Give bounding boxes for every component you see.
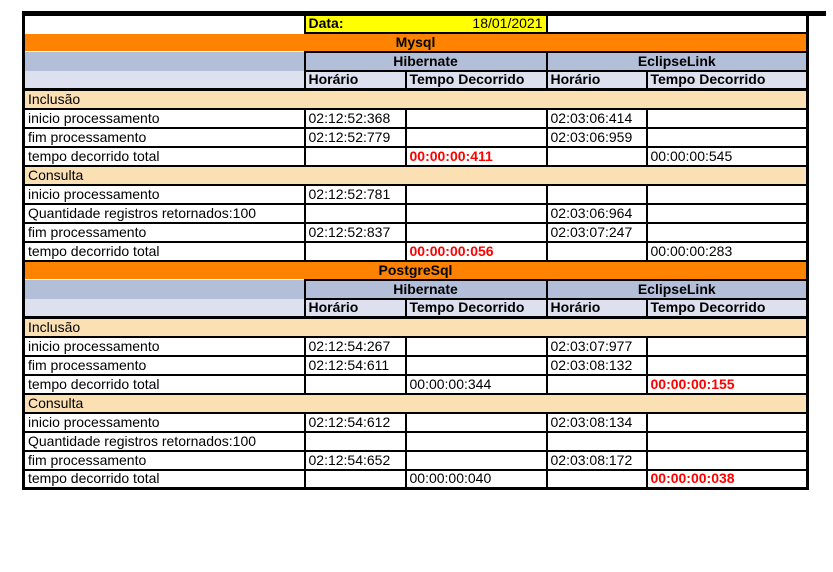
group-row-inclusao	[24, 318, 808, 337]
cell-label[interactable]: inicio processamento	[24, 337, 305, 356]
cell-hibernate-tempo[interactable]	[406, 128, 547, 147]
cell-eclipselink-horario[interactable]: 02:03:08:172	[547, 451, 647, 470]
col-header-hibernate-horario[interactable]: Horário	[305, 71, 406, 90]
table-row	[24, 356, 808, 375]
group-row-inclusao	[24, 90, 808, 109]
cell-hibernate-horario[interactable]: 02:12:52:779	[305, 128, 406, 147]
cell-eclipselink-tempo[interactable]	[647, 204, 808, 223]
cell-eclipselink-horario[interactable]: 02:03:07:247	[547, 223, 647, 242]
cell-hibernate-tempo[interactable]	[406, 356, 547, 375]
cell-hibernate-horario[interactable]: 02:12:52:781	[305, 185, 406, 204]
group-title-inclusao[interactable]: Inclusão	[24, 90, 808, 109]
column-header-row	[24, 299, 808, 318]
cell-eclipselink-tempo[interactable]: 00:00:00:283	[647, 242, 808, 261]
table-row	[24, 413, 808, 432]
group-title-inclusao[interactable]: Inclusão	[24, 318, 808, 337]
cell-hibernate-horario[interactable]	[305, 470, 406, 489]
cell-eclipselink-tempo-highlighted[interactable]: 00:00:00:038	[647, 470, 808, 489]
cell-eclipselink-tempo-highlighted[interactable]: 00:00:00:155	[647, 375, 808, 394]
cell-hibernate-tempo[interactable]	[406, 337, 547, 356]
cell-eclipselink-horario[interactable]: 02:03:08:132	[547, 356, 647, 375]
cell-eclipselink-tempo[interactable]	[647, 451, 808, 470]
cell-hibernate-horario[interactable]	[305, 432, 406, 451]
table-row	[24, 109, 808, 128]
cell-hibernate-horario[interactable]: 02:12:54:612	[305, 413, 406, 432]
cell-label[interactable]: Quantidade registros retornados:100	[24, 432, 305, 451]
cell-hibernate-tempo-highlighted[interactable]: 00:00:00:411	[406, 147, 547, 166]
cell-label[interactable]: tempo decorrido total	[24, 242, 305, 261]
cell-eclipselink-horario[interactable]: 02:03:06:959	[547, 128, 647, 147]
cell-blank[interactable]	[24, 299, 305, 318]
date-cell[interactable]	[305, 14, 547, 33]
cell-hibernate-tempo-highlighted[interactable]: 00:00:00:056	[406, 242, 547, 261]
cell-eclipselink-tempo[interactable]	[647, 185, 808, 204]
table-row	[24, 451, 808, 470]
cell-eclipselink-tempo[interactable]	[647, 109, 808, 128]
framework-header-eclipselink[interactable]: EclipseLink	[547, 280, 808, 299]
total-row	[24, 375, 808, 394]
cell-label[interactable]: tempo decorrido total	[24, 470, 305, 489]
section-title-postgresql[interactable]: PostgreSql	[24, 261, 808, 280]
column-header-row	[24, 71, 808, 90]
cell-eclipselink-horario[interactable]	[547, 432, 647, 451]
cell-hibernate-tempo[interactable]	[406, 204, 547, 223]
date-wrap	[309, 16, 543, 31]
group-title-consulta[interactable]: Consulta	[24, 166, 808, 185]
cell-hibernate-horario[interactable]: 02:12:52:368	[305, 109, 406, 128]
total-row	[24, 147, 808, 166]
cell-eclipselink-horario[interactable]	[547, 470, 647, 489]
cell-eclipselink-horario[interactable]	[547, 147, 647, 166]
cell-label[interactable]: fim processamento	[24, 223, 305, 242]
cell-eclipselink-tempo[interactable]	[647, 356, 808, 375]
cell-hibernate-tempo[interactable]	[406, 223, 547, 242]
cell-hibernate-tempo[interactable]: 00:00:00:040	[406, 470, 547, 489]
total-row	[24, 470, 808, 489]
cell-eclipselink-horario[interactable]: 02:03:08:134	[547, 413, 647, 432]
cell-hibernate-horario[interactable]	[305, 375, 406, 394]
cell-hibernate-horario[interactable]: 02:12:54:652	[305, 451, 406, 470]
cell-eclipselink-tempo[interactable]	[647, 432, 808, 451]
framework-header-eclipselink[interactable]: EclipseLink	[547, 52, 808, 71]
cell-hibernate-tempo[interactable]	[406, 413, 547, 432]
col-header-eclipselink-horario[interactable]: Horário	[547, 71, 647, 90]
group-row-consulta	[24, 166, 808, 185]
cell-eclipselink-horario[interactable]: 02:03:06:414	[547, 109, 647, 128]
cell-hibernate-tempo[interactable]: 00:00:00:344	[406, 375, 547, 394]
cell-blank[interactable]	[24, 52, 305, 71]
cell-label[interactable]: tempo decorrido total	[24, 147, 305, 166]
date-row	[24, 14, 808, 33]
framework-header-hibernate[interactable]: Hibernate	[305, 52, 547, 71]
framework-header-row	[24, 280, 808, 299]
framework-header-hibernate[interactable]: Hibernate	[305, 280, 547, 299]
total-row	[24, 242, 808, 261]
cell-blank[interactable]	[24, 71, 305, 90]
col-header-eclipselink-tempo[interactable]: Tempo Decorrido	[647, 71, 808, 90]
cell-label[interactable]: inicio processamento	[24, 413, 305, 432]
cell-eclipselink-tempo[interactable]: 00:00:00:545	[647, 147, 808, 166]
group-row-consulta	[24, 394, 808, 413]
cell-label[interactable]: inicio processamento	[24, 109, 305, 128]
cell-blank[interactable]	[547, 14, 808, 33]
cell-hibernate-horario[interactable]: 02:12:54:611	[305, 356, 406, 375]
cell-eclipselink-horario[interactable]	[547, 185, 647, 204]
cell-hibernate-tempo[interactable]	[406, 109, 547, 128]
date-value: 18/01/2021	[472, 15, 543, 32]
cell-eclipselink-tempo[interactable]	[647, 128, 808, 147]
cell-eclipselink-horario[interactable]: 02:03:06:964	[547, 204, 647, 223]
cell-hibernate-horario[interactable]	[305, 204, 406, 223]
table-row	[24, 223, 808, 242]
group-title-consulta[interactable]: Consulta	[24, 394, 808, 413]
cell-eclipselink-tempo[interactable]	[647, 223, 808, 242]
col-header-hibernate-horario[interactable]: Horário	[305, 299, 406, 318]
cell-hibernate-tempo[interactable]	[406, 185, 547, 204]
cell-hibernate-horario[interactable]: 02:12:52:837	[305, 223, 406, 242]
cell-blank[interactable]	[24, 280, 305, 299]
cell-eclipselink-horario[interactable]: 02:03:07:977	[547, 337, 647, 356]
cell-hibernate-horario[interactable]	[305, 242, 406, 261]
cell-eclipselink-horario[interactable]	[547, 242, 647, 261]
cell-eclipselink-tempo[interactable]	[647, 337, 808, 356]
table-row	[24, 185, 808, 204]
section-title-mysql[interactable]: Mysql	[24, 33, 808, 52]
table-row	[24, 128, 808, 147]
section-row-mysql	[24, 33, 808, 52]
cell-hibernate-horario[interactable]: 02:12:54:267	[305, 337, 406, 356]
table-row	[24, 204, 808, 223]
col-header-hibernate-tempo[interactable]: Tempo Decorrido	[406, 299, 547, 318]
col-header-hibernate-tempo[interactable]: Tempo Decorrido	[406, 71, 547, 90]
date-label: Data:	[308, 15, 344, 32]
cell-hibernate-tempo[interactable]	[406, 432, 547, 451]
cell-hibernate-horario[interactable]	[305, 147, 406, 166]
benchmark-table	[22, 11, 809, 490]
col-header-eclipselink-horario[interactable]: Horário	[547, 299, 647, 318]
cell-blank[interactable]	[24, 14, 305, 33]
cell-eclipselink-horario[interactable]	[547, 375, 647, 394]
cell-label[interactable]: fim processamento	[24, 128, 305, 147]
framework-header-row	[24, 52, 808, 71]
cell-label[interactable]: Quantidade registros retornados:100	[24, 204, 305, 223]
section-row-postgresql	[24, 261, 808, 280]
cell-eclipselink-tempo[interactable]	[647, 413, 808, 432]
col-header-eclipselink-tempo[interactable]: Tempo Decorrido	[647, 299, 808, 318]
cell-hibernate-tempo[interactable]	[406, 451, 547, 470]
table-row	[24, 432, 808, 451]
cell-label[interactable]: fim processamento	[24, 356, 305, 375]
cell-label[interactable]: inicio processamento	[24, 185, 305, 204]
table-row	[24, 337, 808, 356]
cell-label[interactable]: tempo decorrido total	[24, 375, 305, 394]
cell-label[interactable]: fim processamento	[24, 451, 305, 470]
